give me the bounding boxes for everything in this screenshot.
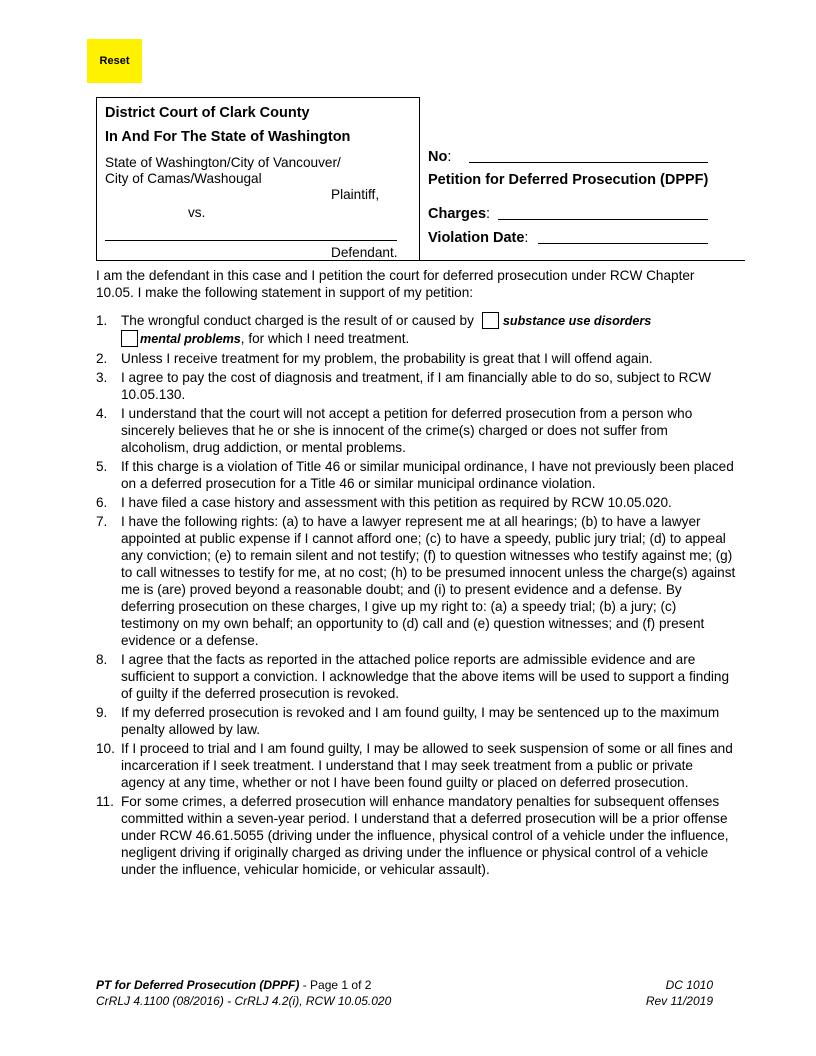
statement-item: 6. I have filed a case history and assessment with this petition as required by RCW 10.05.020. xyxy=(96,495,672,510)
case-number-field[interactable] xyxy=(469,162,708,163)
header-divider xyxy=(96,260,745,261)
substance-use-option: substance use disorders xyxy=(502,314,652,328)
statement-item: 4. I understand that the court will not accept a petition for deferred prosecution from a person who sincerely believes that he or she is innocent of the crime(s) charged or does not suffer from alcoholism, drug addiction, or mental problems. xyxy=(96,406,693,455)
mental-problems-option: mental problems xyxy=(140,332,241,346)
statement-item: 9. If my deferred prosecution is revoked and I am found guilty, I may be sentenced up to the maximum penalty allowed by law. xyxy=(96,705,720,737)
plaintiff-name-line2: City of Camas/Washougal xyxy=(105,171,262,186)
charges-label: Charges xyxy=(428,206,487,222)
intro-statement: I am the defendant in this case and I petition the court for deferred prosecution under RCW Chapter 10.05. I make the following statement in support of my petition: xyxy=(96,268,695,300)
footer-right xyxy=(646,977,713,1009)
footer-form-title: PT for Deferred Prosecution (DPPF) xyxy=(96,978,300,992)
charges-field[interactable] xyxy=(498,219,708,220)
statement-item: 5. If this charge is a violation of Title 46 or similar municipal ordinance, I have not previously been placed on a deferred prosecution for a Title 46 or similar municipal ordinance violation. xyxy=(96,459,734,491)
defendant-name-field[interactable] xyxy=(105,240,397,241)
case-number-label: No xyxy=(428,149,448,165)
petition-statements xyxy=(96,312,736,880)
violation-date-row: Violation Date: xyxy=(428,230,529,246)
plaintiff-label: Plaintiff, xyxy=(331,187,380,202)
violation-date-label: Violation Date xyxy=(428,230,525,246)
statement-item: 10. If I proceed to trial and I am found guilty, I may be allowed to seek suspension of some or all fines and incarceration if I seek treatment. I understand that I may seek treatment from a public or private agency at any time, whether or not I have been found guilty or placed on deferred prosecution. xyxy=(96,741,733,790)
substance-use-checkbox[interactable] xyxy=(482,312,499,329)
footer-revision: Rev 11/2019 xyxy=(645,994,713,1008)
court-jurisdiction: In And For The State of Washington xyxy=(105,129,351,145)
court-name: District Court of Clark County xyxy=(105,105,310,121)
statement-item: 11. For some crimes, a deferred prosecution will enhance mandatory penalties for subsequent offenses committed within a seven-year period. I understand that a deferred prosecution will be a prior offense under RCW 46.61.5055 (driving under the influence, physical control of a vehicle under the influence, negligent driving if originally charged as driving under the influence or physical control of a vehicle under the influence, vehicular homicide, or vehicular assault). xyxy=(96,794,729,877)
versus-label: vs. xyxy=(188,205,206,220)
mental-problems-checkbox[interactable] xyxy=(121,330,138,347)
violation-date-field[interactable] xyxy=(538,243,708,244)
footer-form-number: DC 1010 xyxy=(665,978,713,992)
statement-item: 7. I have the following rights: (a) to have a lawyer represent me at all hearings; (b) to have a lawyer appointed at public expense if I cannot afford one; (c) to have a speedy, public jury trial; (d) to appeal any conviction; (e) to remain silent and not testify; (f) to question witnesses who testify against me; (g) to call witnesses to testify for me, at no cost; (h) to be presumed innocent unless the charge(s) against me is (are) proved beyond a reasonable doubt; and (i) to present evidence and a defense. By deferring prosecution on these charges, I give up my right to: (a) a speedy trial; (b) a jury; (c) testimony on my own behalf; an opportunity to (d) call and (e) question witnesses; and (f) present evidence or a defense. xyxy=(96,514,736,648)
statement-item: 8. I agree that the facts as reported in the attached police reports are admissible evidence and are sufficient to support a conviction. I acknowledge that the above items will be used to support a finding of guilty if the deferred prosecution is revoked. xyxy=(96,652,730,701)
document-title: Petition for Deferred Prosecution (DPPF) xyxy=(428,172,709,188)
charges-row: Charges: xyxy=(428,206,491,222)
statement-item: 3. I agree to pay the cost of diagnosis and treatment, if I am financially able to do so, subject to RCW 10.05.130. xyxy=(96,370,712,402)
plaintiff-name-line1: State of Washington/City of Vancouver/ xyxy=(105,155,341,170)
statement-item: 1. The wrongful conduct charged is the result of or caused by substance use disorders mental problems, for which I need treatment. xyxy=(96,313,652,346)
statement-item: 2. Unless I receive treatment for my problem, the probability is great that I will offend again. xyxy=(96,351,653,366)
defendant-label: Defendant. xyxy=(331,245,398,260)
footer-left xyxy=(96,977,391,1009)
footer-page-info: - Page 1 of 2 xyxy=(299,978,372,992)
case-number-row: No: xyxy=(428,149,452,165)
reset-button[interactable]: Reset xyxy=(87,39,142,83)
caption-box xyxy=(96,97,420,260)
footer-rule-line: CrRLJ 4.1100 (08/2016) - CrRLJ 4.2(i), RCW 10.05.020 xyxy=(96,994,392,1008)
